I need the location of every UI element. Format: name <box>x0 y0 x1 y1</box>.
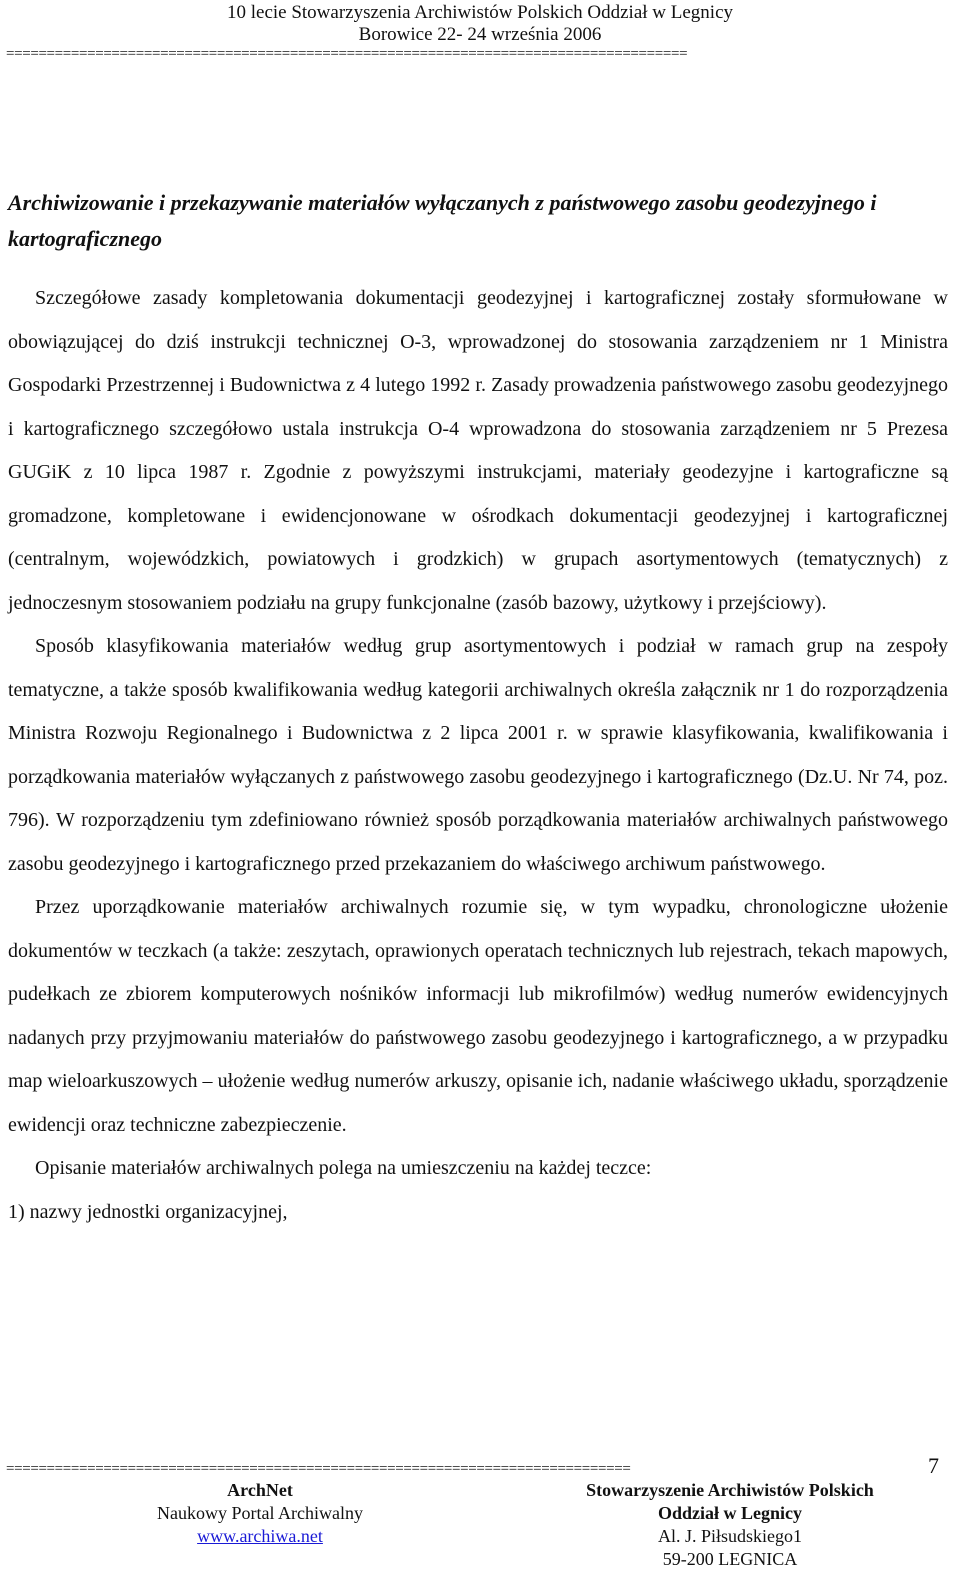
footer-org-city: 59-200 LEGNICA <box>662 1549 798 1569</box>
paragraph: Sposób klasyfikowania materiałów według grup asortymentowych i podział w ramach grup na zespoły tematyczne, a także sposób kwalifikowania według kategorii archiwalnych określa załącznik nr 1 do rozporządzenia Ministra Rozwoju Regionalnego i Budownictwa z 2 lipca 2001 r. w sprawie klasyfikowania, kwalifikowania i porządkowania materiałów wyłączanych z państwowego zasobu geodezyjnego i kartograficznego (Dz.U. Nr 74, poz. 796). W rozporządzeniu tym zdefiniowano również sposób porządkowania materiałów archiwalnych państwowego zasobu geodezyjnego i kartograficznego przed przekazaniem do właściwego archiwum państwowego. <box>8 635 948 875</box>
paragraph: Przez uporządkowanie materiałów archiwalnych rozumie się, w tym wypadku, chronologiczne ułożenie dokumentów w teczkach (a także: zeszytach, oprawionych operatach technicznych lub rejestrach, tekach mapowych, pudełkach ze zbiorem komputerowych nośników informacji lub mikrofilmów) według numerów ewidencyjnych nadanych przy przyjmowaniu materiałów do państwowego zasobu geodezyjnego i kartograficznego, a w przypadku map wieloarkuszowych – ułożenie według numerów arkuszy, opisanie ich, nadanie właściwego układu, sporządzenie ewidencji oraz techniczne zabezpieczenie. <box>8 896 948 1136</box>
footer-portal-link[interactable]: www.archiwa.net <box>197 1526 323 1546</box>
document-body <box>8 277 948 1234</box>
header-event-date: Borowice 22- 24 września 2006 <box>358 24 602 45</box>
footer-rule: ============================================================================= <box>6 1461 631 1477</box>
header-event-title: 10 lecie Stowarzyszenia Archiwistów Polskich Oddział w Legnicy <box>226 2 733 23</box>
list-item: 1) nazwy jednostki organizacyjnej, <box>8 1200 288 1223</box>
footer-portal-subtitle: Naukowy Portal Archiwalny <box>157 1503 363 1523</box>
footer-org-address: Al. J. Piłsudskiego1 <box>657 1526 803 1546</box>
header-rule: ==================================================================================== <box>6 46 688 62</box>
document-title: Archiwizowanie i przekazywanie materiałów wyłączanych z państwowego zasobu geodezyjnego i kartograficznego <box>8 190 877 251</box>
footer-portal-name: ArchNet <box>227 1480 293 1500</box>
footer-org-name: Stowarzyszenie Archiwistów Polskich <box>586 1480 874 1500</box>
page-number: 7 <box>928 1453 939 1478</box>
paragraph: Szczegółowe zasady kompletowania dokumentacji geodezyjnej i kartograficznej zostały sformułowane w obowiązującej do dziś instrukcji technicznej O-3, wprowadzonej do stosowania zarządzeniem nr 1 Ministra Gospodarki Przestrzennej i Budownictwa z 4 lutego 1992 r. Zasady prowadzenia państwowego zasobu geodezyjnego i kartograficznego szczegółowo ustala instrukcja O-4 wprowadzona do stosowania zarządzeniem nr 5 Prezesa GUGiK z 10 lipca 1987 r. Zgodnie z powyższymi instrukcjami, materiały geodezyjne i kartograficzne są gromadzone, kompletowane i ewidencjonowane w ośrodkach dokumentacji geodezyjnej i kartograficznej (centralnym, wojewódzkich, powiatowych i grodzkich) w grupach asortymentowych (tematycznych) z jednoczesnym stosowaniem podziału na grupy funkcjonalne (zasób bazowy, użytkowy i przejściowy). <box>8 287 948 614</box>
footer-org-branch: Oddział w Legnicy <box>657 1503 802 1523</box>
paragraph: Opisanie materiałów archiwalnych polega na umieszczeniu na każdej teczce: <box>35 1157 652 1179</box>
